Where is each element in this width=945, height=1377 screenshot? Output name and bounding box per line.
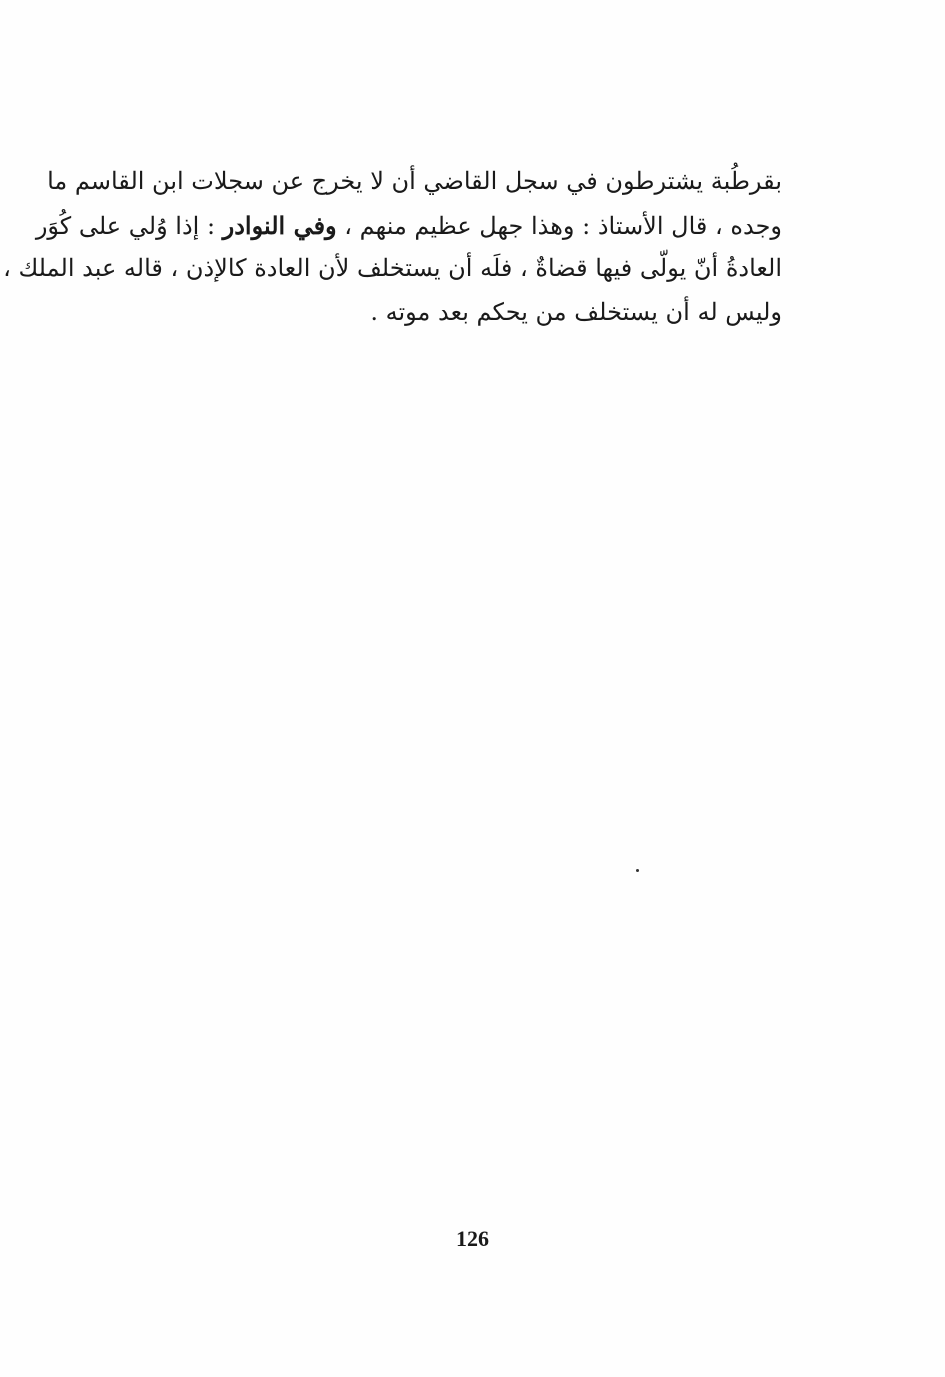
page-number: 126 <box>456 1226 489 1251</box>
text-line-2 <box>35 204 782 248</box>
text-line-1: بقرطُبة يشترطون في سجل القاضي أن لا يخرج عن سجلات ابن القاسم ما <box>47 167 782 195</box>
text-line-4: وليس له أن يستخلف من يحكم بعد موته . <box>370 297 782 326</box>
scan-speck <box>636 869 639 872</box>
text-line-2-start: وجده ، قال الأستاذ : وهذا جهل عظيم منهم ، <box>336 211 782 240</box>
text-line-3: العادةُ أنّ يولّى فيها قضاةٌ ، فلَه أن يستخلف لأن العادة كالإذن ، قاله عبد الملك ، <box>3 254 782 282</box>
body-text <box>3 160 782 334</box>
text-line-2-end: : إذا وُلي على كُوَر <box>35 211 223 240</box>
source-reference-nawadir: وفي النوادر <box>222 210 337 240</box>
